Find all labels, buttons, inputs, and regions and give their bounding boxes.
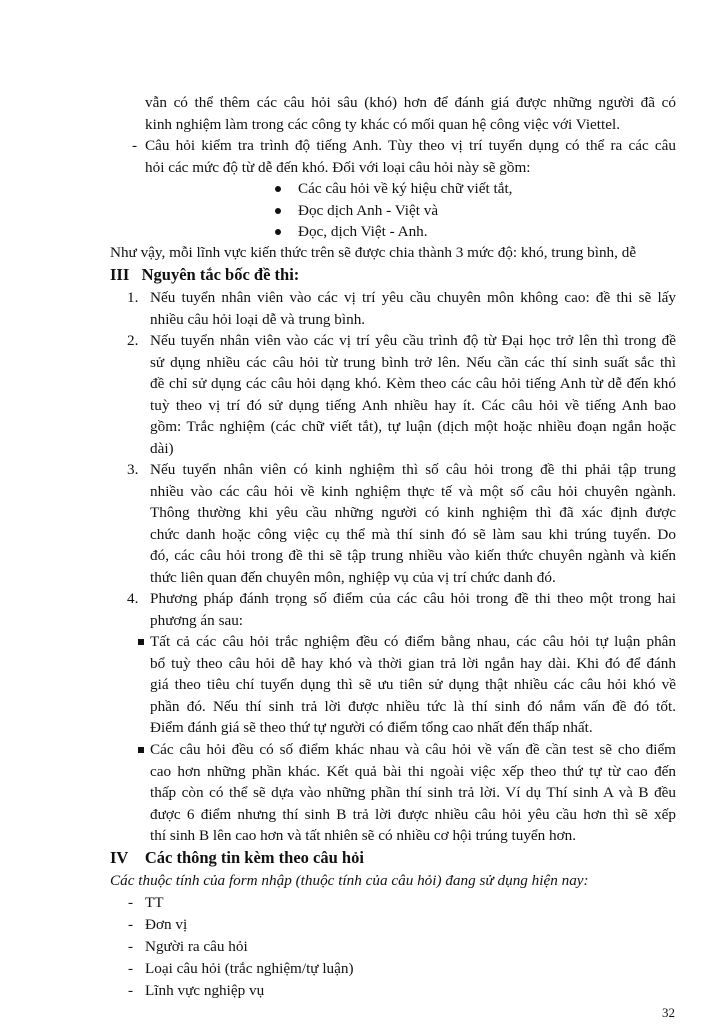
text-line: tuỳ theo vị trí đó sử dụng tiếng Anh nhiều hay ít. Các câu hỏi về tiếng Anh bao xyxy=(150,396,676,414)
bullet-item: Các câu hỏi về ký hiệu chữ viết tắt, xyxy=(298,180,513,197)
list-item: Người ra câu hỏi xyxy=(145,938,248,955)
item-number: 2. xyxy=(127,332,139,349)
text-line: thấp còn có thể sẽ dựa vào những phần thí sinh trả lời. Ví dụ Thí sinh A và B đều xyxy=(150,784,676,801)
text-line: hỏi các mức độ từ dễ đến khó. Đối với loại câu hỏi này sẽ gồm: xyxy=(145,158,531,176)
dash-marker: - xyxy=(128,894,134,911)
item-number: 4. xyxy=(127,590,139,607)
list-item: Lĩnh vực nghiệp vụ xyxy=(145,982,265,999)
bullet-icon xyxy=(275,229,281,235)
list-item: Loại câu hỏi (trắc nghiệm/tự luận) xyxy=(145,960,354,977)
text-line: Thông thường khi yêu cầu những người có kinh nghiệm thì đã xác định được xyxy=(150,504,676,521)
item-number: 3. xyxy=(127,461,139,478)
text-line: thí sinh B lên cao hơn và tất nhiên sẽ có nhiều cơ hội trúng tuyển hơn. xyxy=(150,827,577,844)
dash-marker: - xyxy=(128,938,134,955)
text-line: gồm: Trắc nghiệm (các chữ viết tắt), tự luận (dịch một hoặc nhiều đoạn ngắn hoặc xyxy=(150,418,676,435)
text-line: Nếu tuyển nhân viên có kinh nghiệm thì số câu hỏi trong đề thi phải tập trung xyxy=(150,461,676,478)
summary-line: Như vậy, mỗi lĩnh vực kiến thức trên sẽ được chia thành 3 mức độ: khó, trung bình, dễ xyxy=(110,244,637,261)
text-line: phương án sau: xyxy=(150,611,244,629)
text-line: bổ tuỳ theo câu hỏi dễ hay khó và thời gian trả lời ngắn hay dài. Khi đó để đánh xyxy=(150,654,676,672)
sub-bullet-item xyxy=(150,739,676,847)
text-line: phần đó. Nếu thí sinh trả lời được nhiều tức là thí sinh đó nắm vấn đề đó tốt. xyxy=(150,697,676,715)
text-line: kinh nghiệm làm trong các công ty khác có mối quan hệ công việc với Viettel. xyxy=(145,115,620,133)
numbered-item xyxy=(150,459,676,588)
text-line: thức liên quan đến chuyên môn, nghiệp vụ của vị trí chức danh đó. xyxy=(150,568,556,586)
bullet-item: Đọc dịch Anh - Việt và xyxy=(298,202,439,219)
text-line: Tất cả các câu hỏi trắc nghiệm đều có điểm bằng nhau, các câu hỏi tự luận phân xyxy=(150,633,676,650)
dash-marker: - xyxy=(128,960,134,977)
form-attributes-intro: Các thuộc tính của form nhập (thuộc tính của câu hỏi) đang sử dụng hiện nay: xyxy=(110,872,589,889)
text-line: sử dụng nhiều các câu hỏi từ trung bình trở lên. Nếu cần các thí sinh suất sắc thì xyxy=(150,353,676,371)
numbered-item xyxy=(150,287,676,330)
numbered-item xyxy=(150,588,676,631)
text-line: cao hơn những phần khác. Kết quả bài thi ngoài việc xếp theo thứ tự từ cao đến xyxy=(150,762,676,780)
text-line: giá theo tiêu chí tuyển dụng thì sẽ ưu tiên sử dụng thật nhiều các câu hỏi khó về xyxy=(150,676,676,693)
page-number: 32 xyxy=(662,1005,675,1020)
intro-continuation xyxy=(145,92,676,135)
section-number: III xyxy=(110,265,130,284)
sub-bullet-item xyxy=(150,631,676,739)
square-bullet-icon xyxy=(138,747,144,753)
bullet-icon xyxy=(275,186,281,192)
bullet-icon xyxy=(275,208,281,214)
dash-marker: - xyxy=(132,137,138,154)
item-number: 1. xyxy=(127,289,139,306)
text-line: nhiều vào các câu hỏi về kinh nghiệm thực tế và một số câu hỏi chuyên ngành. xyxy=(150,482,676,500)
section-heading-iii xyxy=(110,264,299,286)
text-line: Câu hỏi kiểm tra trình độ tiếng Anh. Tùy theo vị trí tuyển dụng có thể ra các câu xyxy=(145,137,676,154)
text-line: đó, các câu hỏi trong đề thi sẽ tập trung nhiều vào kiến thức chuyên ngành và kiến xyxy=(150,547,676,564)
bullet-item: Đọc, dịch Việt - Anh. xyxy=(298,223,428,240)
text-line: Nếu tuyển nhân viên vào các vị trí yêu cầu trình độ từ Đại học trở lên thì trong đề xyxy=(150,332,676,349)
text-line: chức danh hoặc công việc cụ thể mà thí sinh đó sẽ làm sau khi trúng tuyển. Do xyxy=(150,525,676,543)
list-item: Đơn vị xyxy=(145,916,188,933)
text-line: Nếu tuyển nhân viên vào các vị trí yêu cầu chuyên môn không cao: đề thi sẽ lấy xyxy=(150,289,676,306)
text-line: Phương pháp đánh trọng số điểm của các câu hỏi trong đề thi theo một trong hai xyxy=(150,590,676,607)
text-line: nhiều câu hỏi loại dễ và trung bình. xyxy=(150,310,366,328)
text-line: được 6 điểm nhưng thí sinh B trả lời được nhiều câu hỏi yêu cầu hơn thì sẽ xếp xyxy=(150,805,676,823)
text-line: vẫn có thể thêm các câu hỏi sâu (khó) hơn để đánh giá được những người đã có xyxy=(145,94,676,111)
english-test-paragraph xyxy=(145,135,676,178)
text-line: đề chỉ sử dụng các câu hỏi dạng khó. Kèm theo các câu hỏi tiếng Anh từ dễ đến khó xyxy=(150,375,676,392)
text-line: Các câu hỏi đều có số điểm khác nhau và câu hỏi về vấn đề cần test sẽ cho điểm xyxy=(150,741,676,758)
section-number: IV xyxy=(110,848,129,867)
square-bullet-icon xyxy=(138,639,144,645)
list-item: TT xyxy=(145,894,164,911)
section-heading-iv xyxy=(110,847,364,869)
numbered-item xyxy=(150,330,676,459)
section-title: Nguyên tắc bốc đề thi: xyxy=(141,265,300,284)
dash-marker: - xyxy=(128,982,134,999)
text-line: dài) xyxy=(150,439,174,457)
text-line: Điểm đánh giá sẽ theo thứ tự người có điểm tổng cao nhất đến thấp nhất. xyxy=(150,719,593,736)
dash-marker: - xyxy=(128,916,134,933)
section-title: Các thông tin kèm theo câu hỏi xyxy=(144,848,364,867)
